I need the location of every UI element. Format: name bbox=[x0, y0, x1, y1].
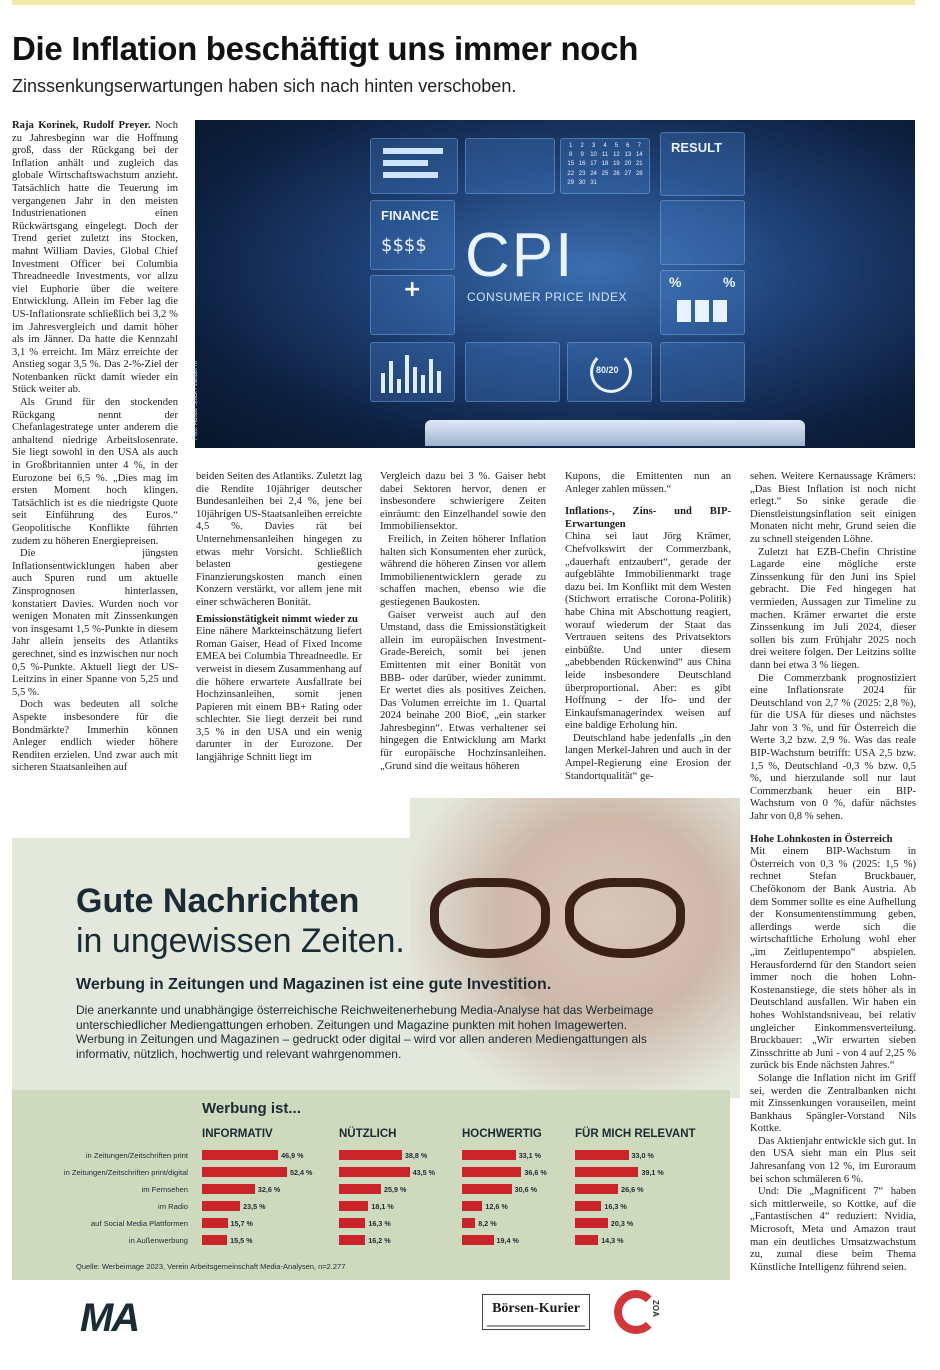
gold-bars-icon bbox=[677, 300, 727, 322]
chart-bar bbox=[339, 1218, 365, 1228]
calendar-day: 10 bbox=[590, 152, 597, 159]
calendar-day: 14 bbox=[635, 152, 643, 159]
calendar-day: 16 bbox=[578, 161, 586, 168]
chart-bar bbox=[575, 1201, 601, 1211]
chart-title: Werbung ist... bbox=[202, 1100, 301, 1117]
calendar-day: 24 bbox=[590, 170, 597, 177]
paragraph: Eine nähere Markteinschätzung liefert Roman Gaiser, Head of Fixed Income EMEA bei Columbia Threadneedle. Er verweist in diesem Zusammenhang auf die höhere erwartete Ausfallrate bei Hochzinsanleihen, somit jenen Papieren mit einem BB+ Rating oder schlechter. Sie liegt derzeit bei rund 3,5 % in den USA und ein wenig darunter in der Eurozone. Der langjährige Schnitt liegt im bbox=[196, 626, 362, 764]
chart-bar bbox=[202, 1218, 228, 1228]
tile-worldmap bbox=[465, 342, 560, 402]
survey-chart bbox=[12, 1090, 730, 1280]
ad-headline: Gute Nachrichten bbox=[76, 882, 360, 920]
calendar-day: 4 bbox=[603, 143, 607, 149]
zoa-logo-text: ZOA bbox=[651, 1300, 660, 1317]
chart-bar bbox=[462, 1218, 475, 1228]
calendar-day: 15 bbox=[567, 161, 575, 168]
result-label: RESULT bbox=[671, 140, 723, 155]
tile-candlestick bbox=[465, 138, 555, 194]
photo-credit: Foto: Adobe Stock / zander fo bbox=[193, 360, 199, 440]
chart-bar bbox=[575, 1184, 618, 1194]
boersen-kurier-logo bbox=[482, 1294, 590, 1330]
tile-chart bbox=[660, 342, 745, 402]
paragraph: sehen. Weitere Kernaussage Krämers: „Das Biest Inflation ist noch nicht erlegt.“ So sinke gerade die Dienstleistungsinflation seit einigen Monaten nicht mehr, Grund seien die zu schnell steigenden Löhne. bbox=[750, 471, 916, 545]
chart-value-label: 8,2 % bbox=[478, 1219, 497, 1228]
article-column-2 bbox=[196, 471, 362, 796]
calendar-day: 21 bbox=[635, 161, 643, 168]
chart-series-label: NÜTZLICH bbox=[339, 1128, 397, 1140]
chart-value-label: 52,4 % bbox=[290, 1168, 313, 1177]
paragraph: Doch was bedeuten all solche Aspekte insbesondere für die Bondmärkte? Immerhin können Anleger endlich wieder höhere Renditen erzielen. Und zwar auch mit sicheren Staatsanleihen auf bbox=[12, 699, 178, 774]
chart-bar bbox=[462, 1235, 494, 1245]
chart-value-label: 16,3 % bbox=[604, 1202, 627, 1211]
paragraph: Die Commerzbank prognostiziert eine Inflationsrate 2024 für Deutschland von 2,7 % (2025: 2,8 %), für die USA für dieses und nächstes Jahr von 3 %, und für Österreich die Werte 3,2 bzw. 2,9 %. Was das reale BIP-Wachstum betrifft: USA 2,5 bzw. 1,5 %, Deutschland -0,3 % bzw. 0,5 %, und hierzulande soll nur laut Commerzbank heuer ein BIP-Wachstum von 0 %, dafür nächstes Jahr von 0,8 % sehen. bbox=[750, 672, 916, 823]
chart-source: Quelle: Werbeimage 2023, Verein Arbeitsgemeinschaft Media-Analysen, n=2.277 bbox=[76, 1262, 346, 1271]
subheading: Emissionstätigkeit nimmt wieder zu bbox=[196, 613, 358, 625]
chart-value-label: 16,3 % bbox=[368, 1219, 391, 1228]
percent-label: % bbox=[669, 274, 682, 290]
ad-body: Die anerkannte und unabhängige österreichische Reichweitenerhebung Media-Analyse hat das Werbeimage unterschiedlicher Mediengattungen erhoben. Zeitungen und Magazine punkten mit hohen Imagewerten. Werbung in Zeitungen und Magazinen – gedruckt oder digital – wird vor allen anderen Mediengattungen als informativ, nützlich, hochwertig und relevant wahrgenommen. bbox=[76, 1003, 654, 1061]
chart-bar bbox=[339, 1167, 410, 1177]
chart-value-label: 33,1 % bbox=[518, 1151, 542, 1160]
chart-bar bbox=[339, 1150, 402, 1160]
subheading: Inflations-, Zins- und BIP-Erwartungen bbox=[565, 506, 731, 530]
tile-bars bbox=[370, 138, 458, 194]
chart-value-label: 39,1 % bbox=[641, 1168, 664, 1177]
subheading: Hohe Lohnkosten in Österreich bbox=[750, 833, 893, 845]
media-analyse-logo: MA bbox=[80, 1296, 139, 1340]
ad-headline-secondary: in ungewissen Zeiten. bbox=[76, 922, 405, 960]
calendar-day: 11 bbox=[601, 152, 609, 159]
calendar-day: 22 bbox=[567, 170, 575, 177]
calendar-day: 2 bbox=[580, 143, 584, 149]
calendar-day: 29 bbox=[567, 179, 575, 186]
paragraph: Deutschland habe jedenfalls „in den langen Merkel-Jahren und auch in der Ampel-Regierung eine Erosion der Standortqualität“ ge- bbox=[565, 732, 731, 782]
article-column-3 bbox=[380, 471, 546, 796]
chart-value-label: 30,6 % bbox=[514, 1185, 537, 1194]
chart-series-label: FÜR MICH RELEVANT bbox=[575, 1128, 696, 1140]
chart-bar bbox=[202, 1235, 227, 1245]
chart-bar bbox=[202, 1201, 240, 1211]
chart-value-label: 16,2 % bbox=[368, 1236, 391, 1245]
byline: Raja Korinek, Rudolf Preyer. bbox=[12, 120, 151, 131]
chart-value-label: 14,3 % bbox=[601, 1236, 624, 1245]
chart-value-label: 36,6 % bbox=[524, 1168, 547, 1177]
finance-label: FINANCE bbox=[381, 208, 439, 223]
paragraph: Gaiser verweist auch auf den Umstand, dass die Emissionstätigkeit allein im europäischen Investment-Grade-Bereich, somit bei jenen Emittenten mit einer Bonität von BBB- oder darüber, wieder zunimmt. Er wertet dies als positives Zeichen. Das Volumen erreichte im 1. Quartal 2024 beinahe 200 Bio€, „ein starker Jahresbeginn“. Etwas verhaltener sei hingegen die Entwicklung am Markt für europäische Hochzinsanleihen. „Grund sind die weitaus höheren bbox=[380, 609, 546, 772]
tile-ratio bbox=[567, 342, 652, 402]
paragraph: Solange die Inflation nicht im Griff sei, werden die Zentralbanken nicht mit Zinssenkungen vorauseilen, meint Bankhaus Spängler-Vorstand Nils Kottke. bbox=[750, 1072, 916, 1135]
money-bag-icon: $$$$ bbox=[381, 235, 427, 256]
calendar-day: 19 bbox=[613, 161, 620, 168]
chart-value-label: 46,9 % bbox=[281, 1151, 304, 1160]
chart-bar bbox=[339, 1201, 368, 1211]
chart-category-label: in Außenwerbung bbox=[128, 1236, 188, 1245]
calendar-day: 20 bbox=[624, 161, 632, 168]
cpi-title: CPI bbox=[465, 221, 575, 290]
paragraph: beiden Seiten des Atlantiks. Zuletzt lag die Rendite 10jähriger deutscher Bundesanleihen bei 2,4 %, jene bei 10jährigen US-Staatsanleihen erreichte 4,5 %. Davies rät bei Unternehmensanleihen hingegen zu etwas mehr Vorsicht. Schließlich belasten gestiegene Finanzierungskosten manch einen Konzern verstärkt, vor allem jene mit einer schwächeren Bonität. bbox=[196, 471, 362, 608]
chart-bar bbox=[462, 1150, 516, 1160]
chart-value-label: 26,6 % bbox=[621, 1185, 644, 1194]
article-column-4 bbox=[565, 471, 731, 796]
calendar-day: 7 bbox=[637, 143, 641, 149]
chart-value-label: 12,6 % bbox=[485, 1202, 508, 1211]
ratio-label: 80/20 bbox=[596, 365, 619, 375]
calendar-day: 3 bbox=[591, 143, 596, 149]
chart-bar bbox=[462, 1201, 482, 1211]
chart-value-label: 32,6 % bbox=[257, 1185, 281, 1194]
chart-bar bbox=[462, 1184, 512, 1194]
chart-bar bbox=[202, 1167, 287, 1177]
calendar-day: 8 bbox=[569, 152, 573, 159]
chart-value-label: 38,8 % bbox=[404, 1151, 428, 1160]
chart-bar bbox=[339, 1184, 381, 1194]
chart-bar bbox=[575, 1150, 629, 1160]
chart-bar bbox=[462, 1167, 521, 1177]
chart-value-label: 15,7 % bbox=[230, 1219, 253, 1228]
article-column-5 bbox=[750, 471, 916, 1350]
calendar-day: 30 bbox=[578, 179, 586, 186]
chart-bar bbox=[202, 1184, 255, 1194]
chart-series-label: HOCHWERTIG bbox=[462, 1128, 542, 1140]
calendar-day: 23 bbox=[578, 170, 586, 177]
paragraph: Und: Die „Magnificent 7“ haben sich mittlerweile, so Kottke, auf die „Fantastischen 4“ reduziert: Nvidia, Microsoft, Meta und Amazon traut man ein deutliches Umsatzwachstum zu, zumal diese beim Thema Künstliche Intelligenz führend seien. bbox=[750, 1186, 916, 1273]
ad-claim: Werbung in Zeitungen und Magazinen ist eine gute Investition. bbox=[76, 976, 552, 993]
chart-category-label: in Zeitungen/Zeitschriften print/digital bbox=[63, 1168, 188, 1177]
hbar bbox=[383, 148, 443, 154]
calendar-day: 5 bbox=[614, 143, 619, 149]
hbar bbox=[383, 172, 438, 178]
paragraph: Die jüngsten Inflationsentwicklungen haben aber auch Spuren rund um aktuelle Zinsprognosen hinterlassen, konstatiert Davies. Wurden noch vor wenigen Monaten mit Zinssenkungen von insgesamt 1,5 %-Punkte in diesem Jahr allein jenseits des Atlantiks gerechnet, sind es inzwischen nur noch 0,5 %-Punkte. Aktuell liegt der US-Leitzins in einer Spanne von 5,25 und 5,5 %. bbox=[12, 548, 178, 698]
article-column-1 bbox=[12, 120, 178, 796]
paragraph: Mit einem BIP-Wachstum in Österreich von 0,3 % (2025: 1,5 %) rechnet Stefan Bruckbauer, Chefökonom der Bank Austria. Ab dem Sommer sollte es eine Aufhellung der Konsumentenstimmung geben, allerdings werde sich die wirtschaftliche Erholung wohl eher „im Zeitlupentempo“ abspielen. Herausfordernd für den Standort seien immer noch die hohen Lohn-Kostenanstiege, die stets höher als in Deutschland ausfallen. Wir haben ein hohes Wohlstandsniveau, bei relativ ungleicher Einkommensverteilung. Bruckbauer: „Wir erwarten sieben Zinsschritte ab Juni - von 4 auf 2,25 % zurück bis Ende nächsten Jahres.“ bbox=[750, 846, 916, 1072]
bar-chart-icon bbox=[381, 353, 444, 393]
calendar-day: 28 bbox=[635, 170, 643, 177]
chart-value-label: 23,5 % bbox=[243, 1202, 266, 1211]
chart-category-label: im Fernsehen bbox=[141, 1185, 188, 1194]
article-subheadline: Zinssenkungserwartungen haben sich nach hinten verschoben. bbox=[12, 76, 517, 96]
calendar-day: 25 bbox=[601, 170, 609, 177]
glasses-icon bbox=[430, 878, 690, 968]
tile-waveform bbox=[660, 200, 745, 265]
calendar-day: 12 bbox=[613, 152, 620, 159]
article-headline: Die Inflation beschäftigt uns immer noch bbox=[12, 30, 639, 67]
paragraph: Freilich, in Zeiten höherer Inflation halten sich Konsumenten eher zurück, während die höheren Zinsen vor allem Immobilienentwicklern gerade zu schaffen machen, ebenso wie die gestiegenen Baukosten. bbox=[380, 533, 546, 608]
chart-value-label: 25,9 % bbox=[384, 1185, 407, 1194]
paragraph: Als Grund für den stockenden Rückgang nennt der Chefanlagestratege unter anderem die anhaltend niedrige Arbeitslosenrate. Sie liegt sowohl in den USA als auch in Großbritannien unter 4 %, in der Eurozone bei 6,5 %. „Dies mag im ersten Moment hoch klingen. Tatsächlich ist es die niedrigste Quote seit Einführung des Euros.“ Geopolitische Konflikte führten zudem zu höheren Energiepreisen. bbox=[12, 397, 178, 547]
chart-value-label: 18,1 % bbox=[371, 1202, 394, 1211]
calendar-day: 26 bbox=[613, 170, 620, 177]
chart-category-label: im Radio bbox=[158, 1202, 188, 1211]
chart-category-label: in Zeitungen/Zeitschriften print bbox=[85, 1151, 188, 1160]
cpi-hero-image bbox=[195, 120, 915, 448]
chart-value-label: 19,4 % bbox=[496, 1236, 519, 1245]
paragraph: Zuletzt hat EZB-Chefin Christine Lagarde eine mögliche erste Zinssenkung für den Juni ins Spiel gebracht. Die Fed hingegen hat vermieden, Aussagen zur Timeline zu machen. Krämer erwartet die erste Zinssenkung im Juli 2024, dieser sollen bis zum Frühjahr 2025 noch drei weitere folgen. Der Leitzins sollte dann bei etwa 3 % liegen. bbox=[750, 546, 916, 671]
calendar-day: 6 bbox=[626, 143, 630, 149]
percent-label: % bbox=[723, 274, 736, 290]
chart-category-label: auf Social Media Plattformen bbox=[90, 1219, 188, 1228]
boersen-kurier-name: Börsen-Kurier bbox=[492, 1301, 580, 1316]
chart-value-label: 15,5 % bbox=[230, 1236, 253, 1245]
paragraph: Noch zu Jahresbeginn war die Hoffnung groß, dass der Rückgang bei der Inflation anhält und zugleich das globale Wirtschaftswachstum anzieht. Tatsächlich hatte die Teuerung im vergangenen Jahr in den meisten Industrienationen einen Rückwärtsgang eingelegt. Doch der Trend geriet zuletzt ins Stocken, mahnt William Davies, Global Chief Investment Officer bei Columbia Threadneedle Investments, vor allzu viel Euphorie über die weitere Entwicklung. Allein im Feber lag die US-Inflationsrate schließlich bei 3,2 % im Jahresvergleich und damit höher als im Jänner. Da hatte die Kennzahl 3,1 % erreicht. Im März erreichte der Anstieg sogar 3,5 %. Das 2-%-Ziel der Notenbanken rückt damit wieder ein Stück weiter ab. bbox=[12, 120, 178, 396]
calendar-day: 31 bbox=[590, 179, 597, 186]
chart-bar bbox=[339, 1235, 365, 1245]
tablet bbox=[425, 420, 805, 446]
calendar-day: 13 bbox=[624, 152, 632, 159]
chart-bar bbox=[575, 1235, 598, 1245]
chart-value-label: 20,3 % bbox=[610, 1219, 634, 1228]
calendar-day: 17 bbox=[590, 161, 597, 168]
tile-barchart bbox=[370, 342, 455, 402]
tile-calendar bbox=[560, 138, 650, 194]
calendar-day: 1 bbox=[569, 143, 573, 149]
chart-bar bbox=[575, 1167, 638, 1177]
chart-series-label: INFORMATIV bbox=[202, 1128, 273, 1140]
chart-bar bbox=[575, 1218, 608, 1228]
chart-value-label: 43,5 % bbox=[412, 1168, 435, 1177]
cpi-subtitle: CONSUMER PRICE INDEX bbox=[467, 290, 628, 304]
advertisement bbox=[12, 838, 730, 1280]
hbar bbox=[383, 160, 428, 166]
paragraph: China sei laut Jörg Krämer, Chefvolkswirt der Commerzbank, „dauerhaft entzaubert“, gerade der aufgeblähte Immobilienmarkt trage dazu bei. Im Konflikt mit dem Westen (Stichwort erratische Corona-Politik) habe China mit Abschottung reagiert, worauf wiederum der Staat das Vertrauen seitens des Privatsektors einbüßte. Und unter diesem „abebbenden Rückenwind“ aus China leide insbesondere Deutschland überproportional. Aber: es gibt Hoffnung - der Ifo- und der Einkaufsmanagerindex weisen auf eine baldige Erholung hin. bbox=[565, 531, 731, 732]
calendar-day: 18 bbox=[601, 161, 609, 168]
plus-icon: + bbox=[403, 277, 422, 302]
calendar-day: 27 bbox=[624, 170, 632, 177]
calendar-day: 9 bbox=[580, 152, 584, 159]
paragraph: Kupons, die Emittenten nun an Anleger zahlen müssen.“ bbox=[565, 471, 731, 495]
top-accent-bar bbox=[12, 0, 915, 5]
chart-bar bbox=[202, 1150, 278, 1160]
paragraph: Das Aktienjahr entwickle sich gut. In den USA sieht man ein Plus seit Jahresanfang von 12 %, im Euroraum bei schon schmäleren 6 %. bbox=[750, 1135, 916, 1185]
chart-value-label: 33,0 % bbox=[631, 1151, 654, 1160]
paragraph: Vergleich dazu bei 3 %. Gaiser hebt dabei Sektoren hervor, denen er insbesondere schwierigere Zeiten einräumt: den Einzelhandel sowie den Immobiliensektor. bbox=[380, 471, 546, 533]
